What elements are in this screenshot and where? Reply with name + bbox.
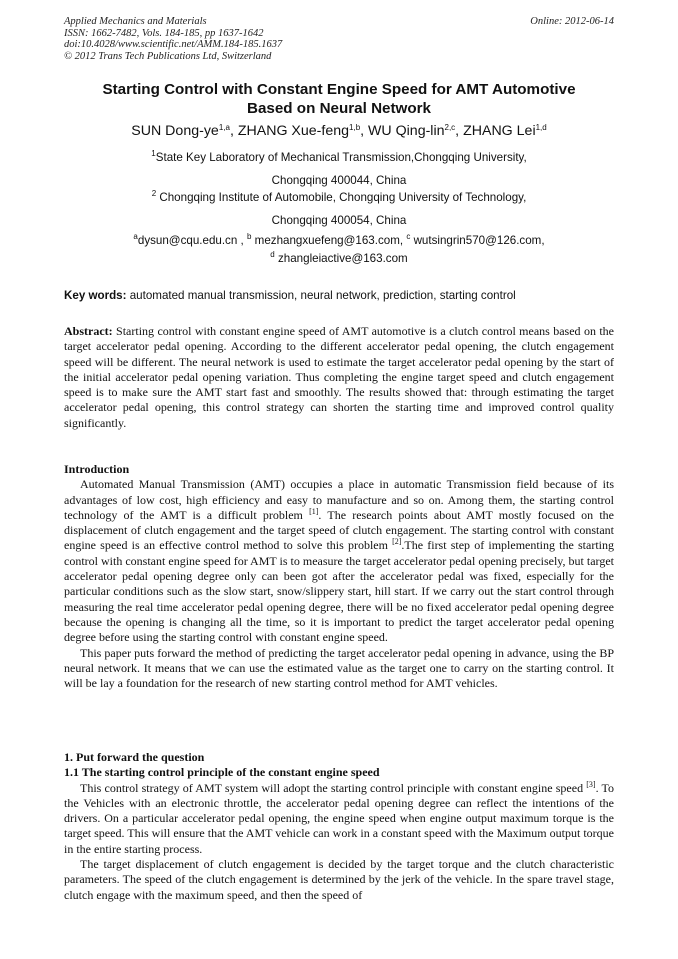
author-name: ZHANG Xue-feng xyxy=(237,123,350,139)
journal-header xyxy=(64,16,282,62)
paragraph-text: Automated Manual Transmission (AMT) occupies a place in automatic Transmission field because of its advantages of low cost, high efficiency and easy to manufacture and so on. Among them, the starting control technology of the AMT is a difficult problem xyxy=(64,477,614,522)
introduction-heading: Introduction xyxy=(64,462,130,476)
affiliation-line: Chongqing 400054, China xyxy=(271,214,407,227)
author-sup: 1,b xyxy=(349,123,361,132)
keywords-label: Key words: xyxy=(64,289,127,302)
keywords-text: automated manual transmission, neural network, prediction, starting control xyxy=(126,289,516,302)
author-sup: 1,a xyxy=(218,123,230,132)
paragraph-text: .The first step of implementing the starting control with constant engine speed for AMT is to measure the target accelerator pedal opening precisely, but target accelerator pedal opening degree only can been got after the accelerator pedal was fixed, especially for the particular conditions such as the slow start, snow/slippery start, hill start. If we carry out the start control through measuring the real time accelerator pedal opening degree, there will be no fixed accelerator pedal opening degree because the opening is changing all the time, so it is important to predict the target accelerator pedal opening degree before using the starting control with constant engine speed. xyxy=(64,538,614,645)
abstract-text: Starting control with constant engine speed of AMT automotive is a clutch control means based on the target accelerator pedal opening. According to the different accelerator pedal opening, the clutch engagement speed will be different. The neural network is used to estimate the target accelerator pedal opening by the start of the initial accelerator pedal opening variation. Thus completing the engine target speed and clutch engagement speed is to make sure the AMT start fast and smoothly. The results showed that: through estimating the target accelerator pedal opening, this control strategy can shorten the starting time and improved control quality significantly. xyxy=(64,324,614,430)
title-line-2: Based on Neural Network xyxy=(247,100,431,117)
affiliation-line: State Key Laboratory of Mechanical Transmission,Chongqing University, xyxy=(155,151,527,164)
issn-line: ISSN: 1662-7482, Vols. 184-185, pp 1637-1642 xyxy=(64,27,264,39)
introduction-section xyxy=(64,462,614,691)
subsection-heading: 1.1 The starting control principle of the constant engine speed xyxy=(64,765,380,780)
paragraph xyxy=(64,781,614,857)
paragraph-text: . The research points about AMT mostly focused on the displacement of clutch engagement and the target speed of clutch engagement. The starting control with constant engine speed is an effective control method to solve this problem xyxy=(64,507,614,553)
email-list: $^a$dysun@cqu.edu.cn , $^b$ mezhangxuefeng@163.com, $^c$ wutsingrin570@126.com, $^d$ zhangleiactive@163.com xyxy=(133,232,545,265)
abstract xyxy=(64,324,614,431)
keywords xyxy=(64,288,614,304)
affiliation-sup: 2 xyxy=(151,189,157,198)
citation[interactable]: [2] xyxy=(392,537,402,547)
author-sup: 2,c xyxy=(444,123,456,132)
email-sup: a xyxy=(133,232,138,241)
email-d[interactable]: zhangleiactive@163.com xyxy=(277,252,408,265)
doi-line: doi:10.4028/www.scientific.net/AMM.184-185.1637 xyxy=(64,39,283,50)
email-b[interactable]: mezhangxuefeng@163.com xyxy=(254,234,400,247)
journal-name: Applied Mechanics and Materials xyxy=(64,16,207,27)
copyright-line: © 2012 Trans Tech Publications Ltd, Switzerland xyxy=(64,50,272,62)
author-sup: 1,d xyxy=(535,123,547,132)
email-sup: d xyxy=(270,250,275,259)
section-heading: 1. Put forward the question xyxy=(64,750,205,764)
abstract-label: Abstract: xyxy=(64,324,113,338)
email-sup: c xyxy=(406,232,411,241)
affiliation-sup: 1 xyxy=(151,149,156,158)
paragraph-text: This control strategy of AMT system will adopt the starting control principle with constant engine speed xyxy=(80,780,587,795)
online-date: Online: 2012-06-14 xyxy=(530,16,614,27)
paper-title xyxy=(64,80,614,118)
author-list: SUN Dong-ye$^{1,a}$, ZHANG Xue-feng$^{1,b}$, WU Qing-lin$^{2,c}$, ZHANG Lei$^{1,d}$ xyxy=(131,123,547,139)
paragraph: The target displacement of clutch engagement is decided by the target torque and the clutch characteristic parameters. The speed of the clutch engagement is determined by the jerk of the vehicle. In the spare travel stage, clutch engage with the maximum speed, and then the speed of xyxy=(64,857,614,902)
title-line-1: Starting Control with Constant Engine Speed for AMT Automotive xyxy=(102,81,576,98)
email-c[interactable]: wutsingrin570@126.com xyxy=(413,234,542,247)
author-name: SUN Dong-ye xyxy=(131,123,219,139)
affiliation-line: Chongqing Institute of Automobile, Chongqing University of Technology, xyxy=(156,191,527,204)
email-sup: b xyxy=(246,232,252,241)
paragraph xyxy=(64,477,614,645)
affiliation-line: Chongqing 400044, China xyxy=(271,174,407,187)
paragraph: This paper puts forward the method of predicting the target accelerator pedal opening in advance, using the BP neural network. It means that we can use the estimated value as the target one to carry on the starting control. It will be lay a foundation for the research of new starting control method for AMT vehicles. xyxy=(64,645,614,691)
author-name: WU Qing-lin xyxy=(368,123,445,139)
section-1 xyxy=(64,750,614,903)
email-a[interactable]: dysun@cqu.edu.cn xyxy=(137,234,238,247)
author-name: ZHANG Lei xyxy=(463,123,536,139)
affiliation-2 xyxy=(64,186,614,232)
citation[interactable]: [3] xyxy=(586,779,596,789)
citation[interactable]: [1] xyxy=(309,506,319,516)
paragraph-text: . To the Vehicles with an electronic throttle, the accelerator pedal opening degree can reflect the intentions of the drivers. On a particular accelerator pedal opening, the engine speed when engine output maximum torque is the target speed. This will ensure that the AMT vehicle can work in a constant speed with the Maximum output torque in the entire starting process. xyxy=(64,780,614,856)
